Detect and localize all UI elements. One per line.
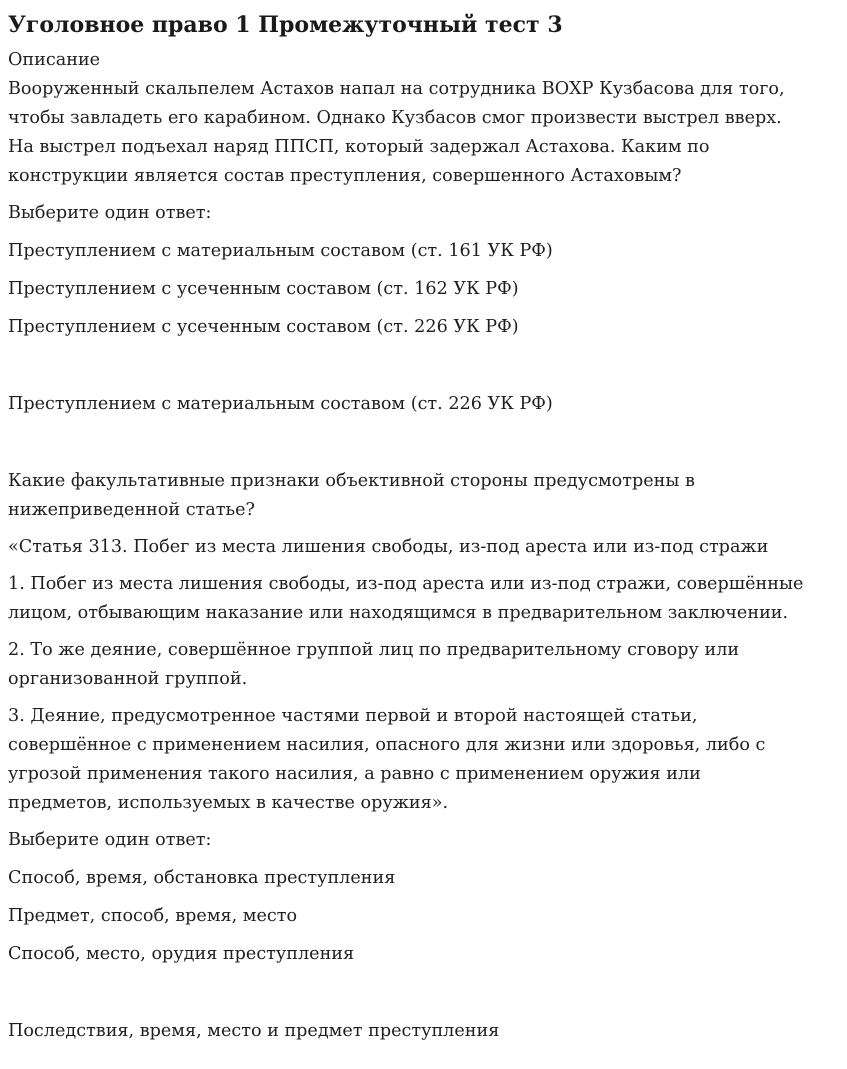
text-line: нижеприведенной статье? xyxy=(8,500,255,520)
question-2 xyxy=(8,467,839,1046)
answer-option[interactable]: Преступлением с материальным составом (ст. 161 УК РФ) xyxy=(8,241,553,261)
text-line: Вооруженный скальпелем Астахов напал на сотрудника ВОХР Кузбасова для того, xyxy=(8,79,785,99)
text-line: конструкции является состав преступления, совершенного Астаховым? xyxy=(8,166,682,186)
article-part-3 xyxy=(8,702,839,818)
text-line: 1. Побег из места лишения свободы, из-под ареста или из-под стражи, совершённые xyxy=(8,574,804,594)
answer-option[interactable]: Преступлением с материальным составом (ст. 226 УК РФ) xyxy=(8,394,553,414)
text-line: Какие факультативные признаки объективной стороны предусмотрены в xyxy=(8,471,695,491)
text-line: угрозой применения такого насилия, а равно с применением оружия или xyxy=(8,764,701,784)
text-line: 2. То же деяние, совершённое группой лиц по предварительному сговору или xyxy=(8,640,740,660)
description-label: Описание xyxy=(8,50,101,70)
answer-option[interactable]: Способ, место, орудия преступления xyxy=(8,944,355,964)
question-1-text xyxy=(8,75,839,191)
article-part-1 xyxy=(8,570,839,628)
question-2-text xyxy=(8,467,839,525)
answer-option[interactable]: Предмет, способ, время, место xyxy=(8,906,298,926)
text-line: совершённое с применением насилия, опасного для жизни или здоровья, либо с xyxy=(8,735,766,755)
text-line: организованной группой. xyxy=(8,669,248,689)
text-line: лицом, отбывающим наказание или находящимся в предварительном заключении. xyxy=(8,603,789,623)
answer-prompt: Выберите один ответ: xyxy=(8,830,212,850)
answer-option[interactable]: Преступлением с усеченным составом (ст. 162 УК РФ) xyxy=(8,279,519,299)
text-line: На выстрел подъехал наряд ППСП, который задержал Астахова. Каким по xyxy=(8,137,710,157)
question-1 xyxy=(8,46,839,419)
answer-prompt: Выберите один ответ: xyxy=(8,203,212,223)
answer-option[interactable]: Преступлением с усеченным составом (ст. 226 УК РФ) xyxy=(8,317,519,337)
answer-option[interactable]: Последствия, время, место и предмет преступления xyxy=(8,1021,500,1041)
text-line: чтобы завладеть его карабином. Однако Кузбасов смог произвести выстрел вверх. xyxy=(8,108,782,128)
answer-option[interactable]: Способ, время, обстановка преступления xyxy=(8,868,396,888)
text-line: 3. Деяние, предусмотренное частями первой и второй настоящей статьи, xyxy=(8,706,698,726)
article-title: «Статья 313. Побег из места лишения свободы, из-под ареста или из-под стражи xyxy=(8,537,769,557)
article-part-2 xyxy=(8,636,839,694)
page-title: Уголовное право 1 Промежуточный тест 3 xyxy=(8,12,563,38)
text-line: предметов, используемых в качестве оружия». xyxy=(8,793,449,813)
